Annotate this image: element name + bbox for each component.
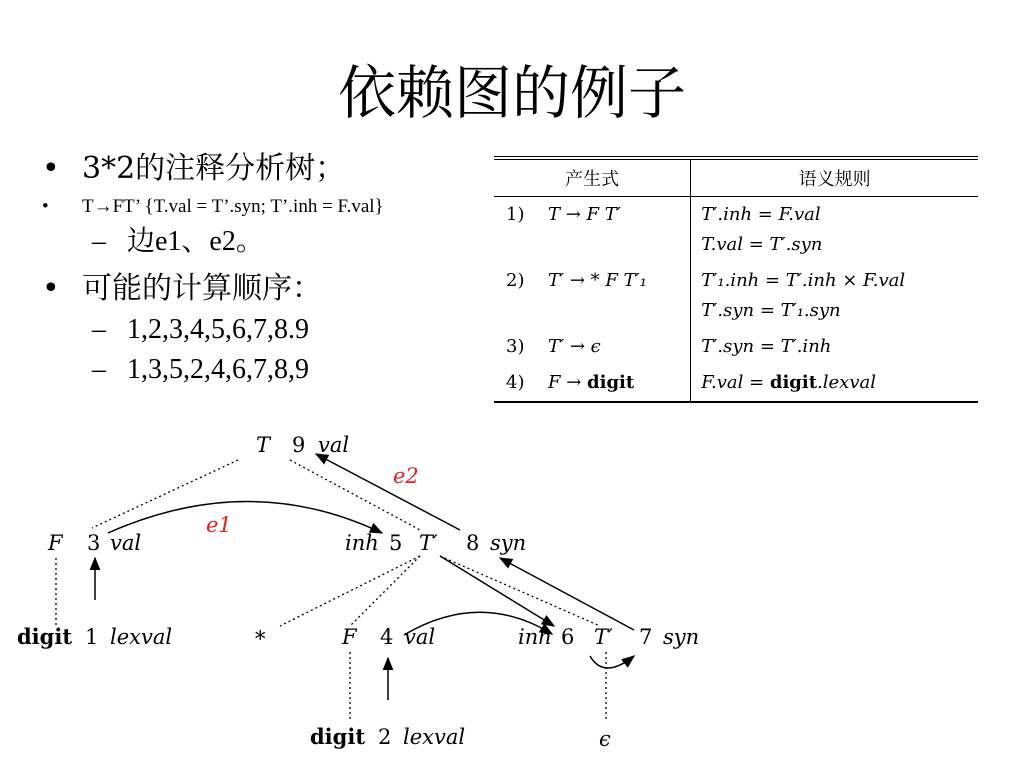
table-row — [494, 329, 978, 365]
bullet-text: T→FT’ {T.val = T’.syn; T’.inh = F.val} — [82, 196, 384, 217]
node-T-attr: val — [318, 433, 350, 457]
production-terminal: digit — [587, 372, 635, 393]
node-F2-symbol: F — [342, 625, 357, 649]
node-Tprime2-symbol: T′ — [594, 625, 613, 649]
slide-title: 依赖图的例子 — [337, 59, 686, 127]
bullet-dot-icon: • — [42, 196, 49, 217]
rules-cell — [691, 263, 978, 329]
edge-label-e2: e2 — [393, 464, 419, 488]
row-number: 4) — [506, 372, 525, 393]
sub-bullet-text: 1,3,5,2,4,6,7,8,9 — [127, 354, 309, 385]
tree-edge — [350, 556, 420, 626]
node-Tprime-number: 8 — [466, 531, 480, 555]
tree-edge — [440, 556, 600, 626]
table-row — [494, 197, 978, 264]
production-cell: T′ → ϵ — [548, 336, 601, 357]
bullet-item — [42, 148, 502, 190]
node-Tprime2-inh: inh — [518, 625, 552, 649]
rule-terminal: digit — [769, 372, 818, 393]
node-digit2-number: 2 — [378, 725, 392, 749]
production-cell: T′ → * F T′₁ — [548, 270, 647, 291]
e2-arrow — [316, 454, 460, 530]
node-star-symbol: * — [255, 627, 266, 651]
node-digit2-attr: lexval — [403, 725, 466, 749]
dependency-graph — [0, 430, 720, 766]
rule-text: F.val = — [701, 372, 770, 393]
node-Tprime2-attr: syn — [663, 625, 700, 649]
table-header-production: 产生式 — [494, 158, 691, 197]
bullet-item — [42, 268, 502, 310]
node-epsilon-symbol: ϵ — [599, 727, 611, 751]
sub-bullet-text: 1,2,3,4,5,6,7,8.9 — [127, 314, 309, 345]
table-row — [494, 263, 978, 329]
sub-bullet-item — [42, 310, 502, 350]
node-Tprime-symbol: T′ — [419, 531, 438, 555]
rules-cell — [691, 365, 978, 402]
sdd-table — [494, 156, 978, 403]
node-Tprime-inh-number: 5 — [389, 531, 403, 555]
row-number: 2) — [506, 270, 525, 291]
dash-icon: – — [92, 314, 106, 345]
table-row — [494, 365, 978, 402]
node-Tprime-attr: syn — [490, 531, 527, 555]
node-digit-symbol: digit — [17, 624, 73, 649]
bullet-text: 可能的计算顺序： — [82, 271, 322, 306]
bullet-item — [42, 192, 527, 222]
dash-icon: – — [92, 354, 106, 385]
dependency-arrow — [440, 556, 554, 626]
rule-line — [701, 368, 968, 398]
rule-line: T′.inh = F.val — [701, 204, 821, 225]
dependency-arrow — [590, 656, 634, 668]
production-cell: T → F T′ — [548, 204, 621, 225]
node-Tprime-inh: inh — [345, 531, 379, 555]
node-Tprime2-inh-number: 6 — [561, 625, 575, 649]
node-T-symbol: T — [256, 433, 271, 457]
bullet-dot-icon: • — [42, 271, 60, 306]
row-number: 1) — [506, 204, 525, 225]
rule-line: T′₁.inh = T′.inh × F.val — [701, 270, 906, 291]
rule-tail: .lexval — [817, 372, 876, 393]
rules-cell — [691, 197, 978, 264]
rule-line: T.val = T′.syn — [701, 234, 823, 255]
node-F-symbol: F — [48, 531, 63, 555]
node-F2-number: 4 — [380, 625, 394, 649]
node-digit-attr: lexval — [110, 625, 173, 649]
node-Tprime2-number: 7 — [639, 625, 653, 649]
dash-icon: – — [92, 226, 106, 257]
node-digit-number: 1 — [85, 625, 99, 649]
row-number: 3) — [506, 336, 525, 357]
parse-tree-edges — [56, 460, 606, 722]
edge-label-e1: e1 — [206, 513, 232, 537]
production-cell — [538, 365, 691, 402]
rule-line: T′.syn = T′.inh — [701, 336, 832, 357]
node-F-number: 3 — [87, 531, 101, 555]
sub-bullet-item — [42, 350, 502, 390]
sub-bullet-text: 边e1、e2。 — [127, 226, 264, 257]
rule-line: T′.syn = T′₁.syn — [701, 300, 841, 321]
bullet-list — [42, 148, 502, 390]
bullet-dot-icon: • — [42, 151, 60, 186]
rules-cell — [691, 329, 978, 365]
tree-edge — [280, 556, 420, 626]
dependency-edges — [95, 454, 634, 700]
node-digit2-symbol: digit — [310, 724, 366, 749]
e1-arrow — [108, 502, 382, 534]
bullet-text: 3*2的注释分析树； — [82, 151, 346, 186]
sub-bullet-item — [42, 222, 502, 262]
node-F-attr: val — [110, 531, 142, 555]
table-header-rules: 语义规则 — [691, 158, 978, 197]
node-F2-attr: val — [404, 625, 436, 649]
production-text: F → — [548, 372, 588, 393]
node-T-number: 9 — [292, 433, 306, 457]
